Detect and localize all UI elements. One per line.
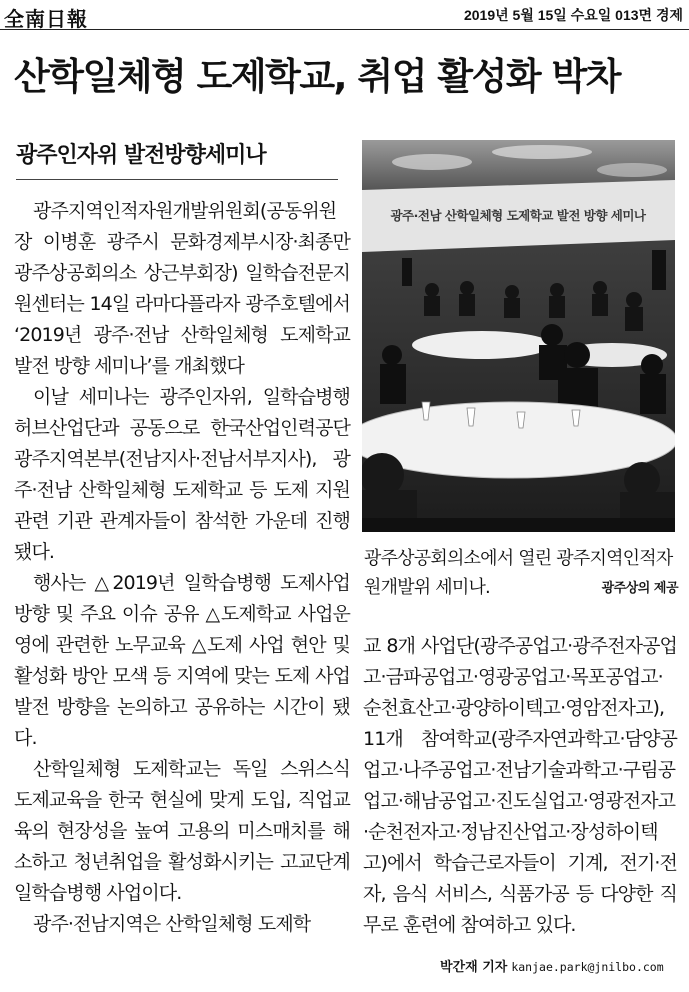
paragraph: 광주·전남지역은 산학일체형 도제학 (33, 913, 311, 935)
body-column-left (14, 196, 350, 940)
subheadline: 광주인자위 발전방향세미나 (16, 143, 266, 168)
body-column-right (363, 631, 677, 941)
newspaper-logo: 全南日報 (4, 7, 88, 31)
photo-caption (364, 544, 678, 602)
seminar-photo (362, 140, 675, 532)
subheadline-rule (16, 179, 338, 180)
photo-caption-text: 광주상공회의소에서 열린 광주지역인적자원개발위 세미나. (364, 548, 673, 598)
reporter-name: 박간재 기자 (440, 960, 508, 975)
headline: 산학일체형 도제학교, 취업 활성화 박차 (14, 55, 620, 98)
photo-credit: 광주상의 제공 (601, 581, 678, 596)
reporter-email[interactable]: kanjae.park@jnilbo.com (511, 960, 664, 974)
paragraph: 교 8개 사업단(광주공업고·광주전자공업고·금파공업고·영광공업고·목포공업고·순천효산고·광양하이텍고·영암전자고), 11개 참여학교(광주자연과학고·담양공업고·나주공업고·전남기술과학고·구림공업고·해남공업고·진도실업고·영광전자고·순천전자고·정남진산업고·장성하이텍고)에서 학습근로자들이 기계, 전기·전자, 음식 서비스, 식품가공 등 다양한 직무로 훈련에 참여하고 있다. (363, 635, 677, 936)
paragraph: 이날 세미나는 광주인자위, 일학습병행 허브산업단과 공동으로 한국산업인력공단광주지역본부(전남지사·전남서부지사), 광주·전남 산학일체형 도제학교 등 도제 지원 관련 기관 관계자들이 참석한 가운데 진행됐다. (14, 386, 350, 563)
masthead (0, 0, 689, 30)
dateline: 2019년 5월 15일 수요일 013면 경제 (463, 7, 683, 23)
paragraph: 산학일체형 도제학교는 독일 스위스식 도제교육을 한국 현실에 맞게 도입, 직업교육의 현장성을 높여 고용의 미스매치를 해소하고 청년취업을 활성화시키는 고교단계 일학습병행 사업이다. (14, 758, 350, 904)
paragraph: 광주지역인적자원개발위원회(공동위원장 이병훈 광주시 문화경제부시장·최종만 광주상공회의소 상근부회장) 일학습전문지원센터는 14일 라마다플라자 광주호텔에서 ‘2019년 광주·전남 산학일체형 도제학교 발전 방향 세미나’를 개최했다 (14, 200, 350, 377)
byline (440, 956, 664, 975)
photo-banner-text: 광주·전남 산학일체형 도제학교 발전 방향 세미나 (390, 208, 646, 223)
paragraph: 행사는 △2019년 일학습병행 도제사업 방향 및 주요 이슈 공유 △도제학교 사업운영에 관련한 노무교육 △도제 사업 현안 및 활성화 방안 모색 등 지역에 맞는 도제 사업 발전 방향을 논의하고 공유하는 시간이 됐다. (14, 572, 350, 749)
